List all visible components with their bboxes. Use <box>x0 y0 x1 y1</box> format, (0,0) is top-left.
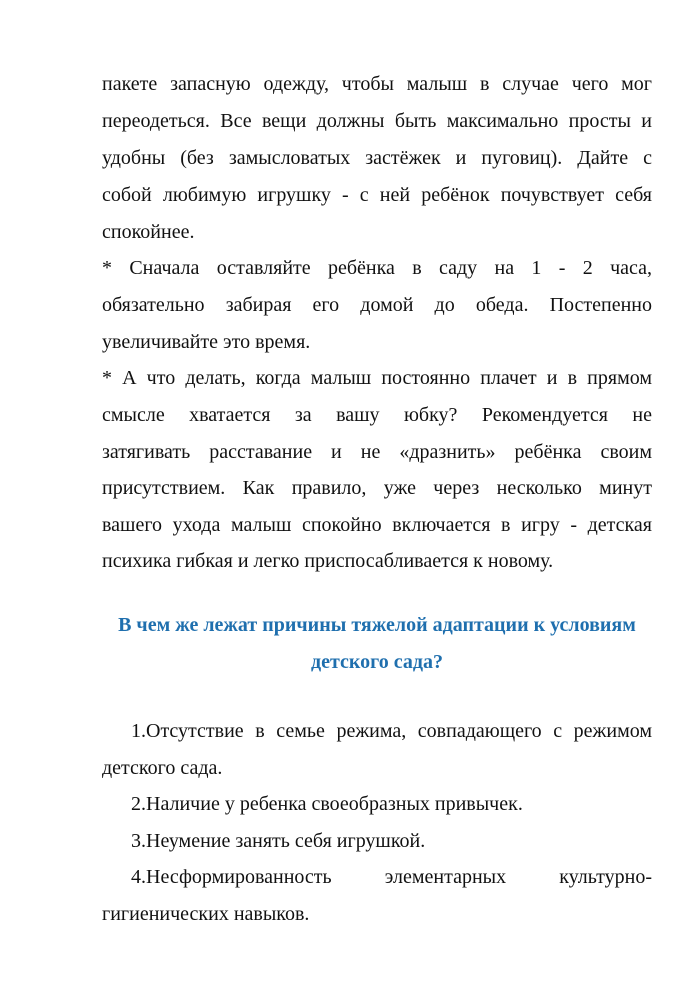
paragraph-3-line-5: вашего ухода малыш спокойно включается в игру - детская <box>102 514 652 536</box>
paragraph-1-line-5: спокойнее. <box>102 221 195 243</box>
paragraph-2-line-3: увеличивайте это время. <box>102 331 311 353</box>
list-item-1-line-1: 1.Отсутствие в семье режима, совпадающего с режимом <box>131 720 652 742</box>
list-item-4-line-1: 4.Несформированность элементарных культурно- <box>131 866 652 888</box>
paragraph-2-line-1: * Сначала оставляйте ребёнка в саду на 1 - 2 часа, <box>102 257 652 279</box>
paragraph-2-line-2: обязательно забирая его домой до обеда. Постепенно <box>102 294 652 316</box>
paragraph-3-line-3: затягивать расставание и не «дразнить» ребёнка своим <box>102 441 652 463</box>
paragraph-1-line-3: удобны (без замысловатых застёжек и пуговиц). Дайте с <box>102 147 652 169</box>
section-heading-line-1: В чем же лежат причины тяжелой адаптации к условиям <box>118 614 636 636</box>
paragraph-3-line-1: * А что делать, когда малыш постоянно плачет и в прямом <box>102 367 652 389</box>
section-heading-line-2: детского сада? <box>310 651 444 673</box>
list-item-1-line-2: детского сада. <box>102 757 223 779</box>
list-item-2: 2.Наличие у ребенка своеобразных привычек. <box>131 793 523 815</box>
paragraph-3-line-6: психика гибкая и легко приспосабливается к новому. <box>102 550 554 572</box>
list-item-3: 3.Неумение занять себя игрушкой. <box>131 830 426 852</box>
paragraph-1-line-2: переодеться. Все вещи должны быть максимально просты и <box>102 110 652 132</box>
paragraph-1-line-1: пакете запасную одежду, чтобы малыш в случае чего мог <box>102 73 652 95</box>
paragraph-3-line-4: присутствием. Как правило, уже через несколько минут <box>102 477 652 499</box>
paragraph-1-line-4: собой любимую игрушку - с ней ребёнок почувствует себя <box>102 184 652 206</box>
paragraph-3-line-2: смысле хватается за вашу юбку? Рекомендуется не <box>102 404 652 426</box>
list-item-4-line-2: гигиенических навыков. <box>102 903 310 925</box>
